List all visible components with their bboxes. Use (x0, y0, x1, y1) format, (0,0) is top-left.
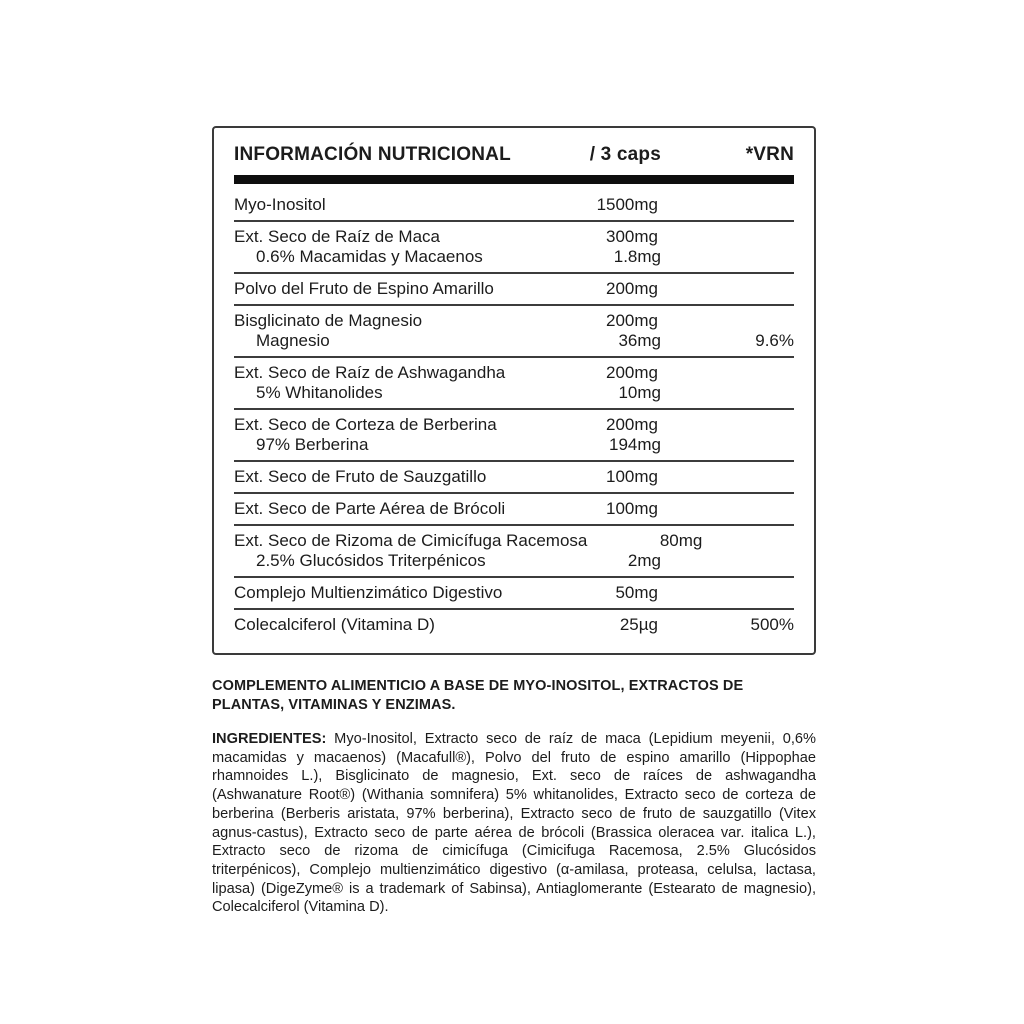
ingredient-name: Ext. Seco de Rizoma de Cimicífuga Racemosa (234, 531, 588, 550)
ingredients-paragraph (212, 730, 816, 917)
nutrition-facts-panel (212, 126, 816, 655)
ingredient-vrn (661, 311, 794, 331)
ingredient-amount: 1500mg (596, 195, 658, 214)
ingredient-vrn (661, 279, 794, 299)
ingredient-name: 0.6% Macamidas y Macaenos (256, 247, 483, 266)
ingredient-amount: 200mg (606, 279, 658, 298)
ingredient-name: Bisglicinato de Magnesio (234, 311, 423, 330)
panel-header (234, 128, 794, 166)
table-row (234, 184, 794, 222)
ingredient-line (234, 499, 794, 519)
ingredient-name: Polvo del Fruto de Espino Amarillo (234, 279, 494, 298)
nutrition-rows (234, 184, 794, 653)
table-row (234, 274, 794, 306)
serving-size-header: / 3 caps (589, 144, 661, 165)
ingredient-name: 5% Whitanolides (256, 383, 383, 402)
sub-ingredient-line (234, 551, 794, 571)
ingredient-amount: 194mg (609, 435, 661, 454)
ingredient-vrn (661, 383, 794, 403)
table-row (234, 610, 794, 653)
ingredient-vrn (661, 247, 794, 267)
ingredient-amount: 200mg (606, 415, 658, 434)
ingredient-name: Myo-Inositol (234, 195, 326, 214)
ingredient-amount: 25µg (619, 615, 658, 634)
ingredient-name: Ext. Seco de Corteza de Berberina (234, 415, 497, 434)
header-divider-bar (234, 175, 794, 184)
ingredient-line (234, 195, 794, 215)
sub-ingredient-line (234, 247, 794, 267)
ingredient-vrn (661, 583, 794, 603)
ingredient-vrn (661, 415, 794, 435)
ingredient-name: Ext. Seco de Parte Aérea de Brócoli (234, 499, 506, 518)
ingredient-amount: 80mg (659, 531, 703, 550)
ingredient-line (234, 363, 794, 383)
ingredient-vrn (661, 227, 794, 247)
table-row (234, 494, 794, 526)
ingredient-amount: 100mg (606, 499, 658, 518)
ingredients-label: INGREDIENTES: (212, 731, 327, 747)
ingredient-vrn (661, 435, 794, 455)
ingredient-name: Ext. Seco de Raíz de Maca (234, 227, 440, 246)
sub-ingredient-line (234, 383, 794, 403)
ingredient-name: Magnesio (256, 331, 330, 350)
ingredient-amount: 10mg (618, 383, 661, 402)
table-row (234, 358, 794, 410)
ingredient-name: Ext. Seco de Fruto de Sauzgatillo (234, 467, 487, 486)
ingredient-vrn (661, 467, 794, 487)
ingredient-line (234, 415, 794, 435)
ingredient-line (234, 531, 794, 551)
table-row (234, 578, 794, 610)
ingredient-vrn (661, 551, 794, 571)
ingredient-line (234, 583, 794, 603)
label-footer (212, 677, 816, 917)
sub-ingredient-line (234, 331, 794, 351)
ingredient-amount: 36mg (618, 331, 661, 350)
ingredient-vrn (661, 195, 794, 215)
ingredient-vrn: 9.6% (755, 331, 794, 350)
ingredient-vrn (661, 363, 794, 383)
ingredient-amount: 2mg (627, 551, 661, 570)
ingredient-amount: 200mg (606, 311, 658, 330)
table-row (234, 462, 794, 494)
ingredient-amount: 100mg (606, 467, 658, 486)
table-row (234, 222, 794, 274)
table-row (234, 306, 794, 358)
ingredient-line (234, 227, 794, 247)
sub-ingredient-line (234, 435, 794, 455)
ingredient-vrn: 500% (750, 615, 794, 634)
ingredient-line (234, 279, 794, 299)
ingredient-name: 97% Berberina (256, 435, 369, 454)
ingredient-amount: 1.8mg (613, 247, 661, 266)
ingredient-line (234, 615, 794, 635)
ingredient-name: Complejo Multienzimático Digestivo (234, 583, 503, 602)
table-row (234, 410, 794, 462)
ingredient-amount: 300mg (606, 227, 658, 246)
vrn-header: *VRN (745, 144, 794, 165)
ingredient-line (234, 311, 794, 331)
ingredient-amount: 200mg (606, 363, 658, 382)
table-row (234, 526, 794, 578)
ingredient-name: Ext. Seco de Raíz de Ashwagandha (234, 363, 506, 382)
ingredient-line (234, 467, 794, 487)
ingredient-name: Colecalciferol (Vitamina D) (234, 615, 435, 634)
ingredient-name: 2.5% Glucósidos Triterpénicos (256, 551, 486, 570)
ingredient-vrn (661, 499, 794, 519)
ingredient-vrn (705, 531, 838, 551)
supplement-summary-text: COMPLEMENTO ALIMENTICIO A BASE DE MYO-INOSITOL, EXTRACTOS DE PLANTAS, VITAMINAS Y ENZIMAS. (212, 678, 744, 713)
ingredients-text: Myo-Inositol, Extracto seco de raíz de maca (Lepidium meyenii, 0,6% macamidas y macaenos) (Macafull®), Polvo del fruto de espino amarillo (Hippophae rhamnoides L.), Bisglicinato de magnesio, Ext. seco de raíces de ashwagandha (Ashwanature Root®) (Withania somnifera) 5% whitanolides, Extracto seco de corteza de berberina (Berberis aristata, 97% berberina), Extracto seco de fruto de sauzgatillo (Vitex agnus-castus), Extracto seco de parte aérea de brócoli (Brassica oleracea var. italica L.), Extracto seco de rizoma de cimicífuga (Cimicifuga Racemosa, 2.5% Glucósidos triterpénicos), Complejo multienzimático digestivo (α-amilasa, proteasa, celulsa, lactasa, lipasa) (DigeZyme® is a trademark of Sabinsa), Antiaglomerante (Estearato de magnesio), Colecalciferol (Vitamina D). (212, 731, 816, 916)
ingredient-amount: 50mg (615, 583, 658, 602)
panel-title: INFORMACIÓN NUTRICIONAL (234, 144, 511, 165)
